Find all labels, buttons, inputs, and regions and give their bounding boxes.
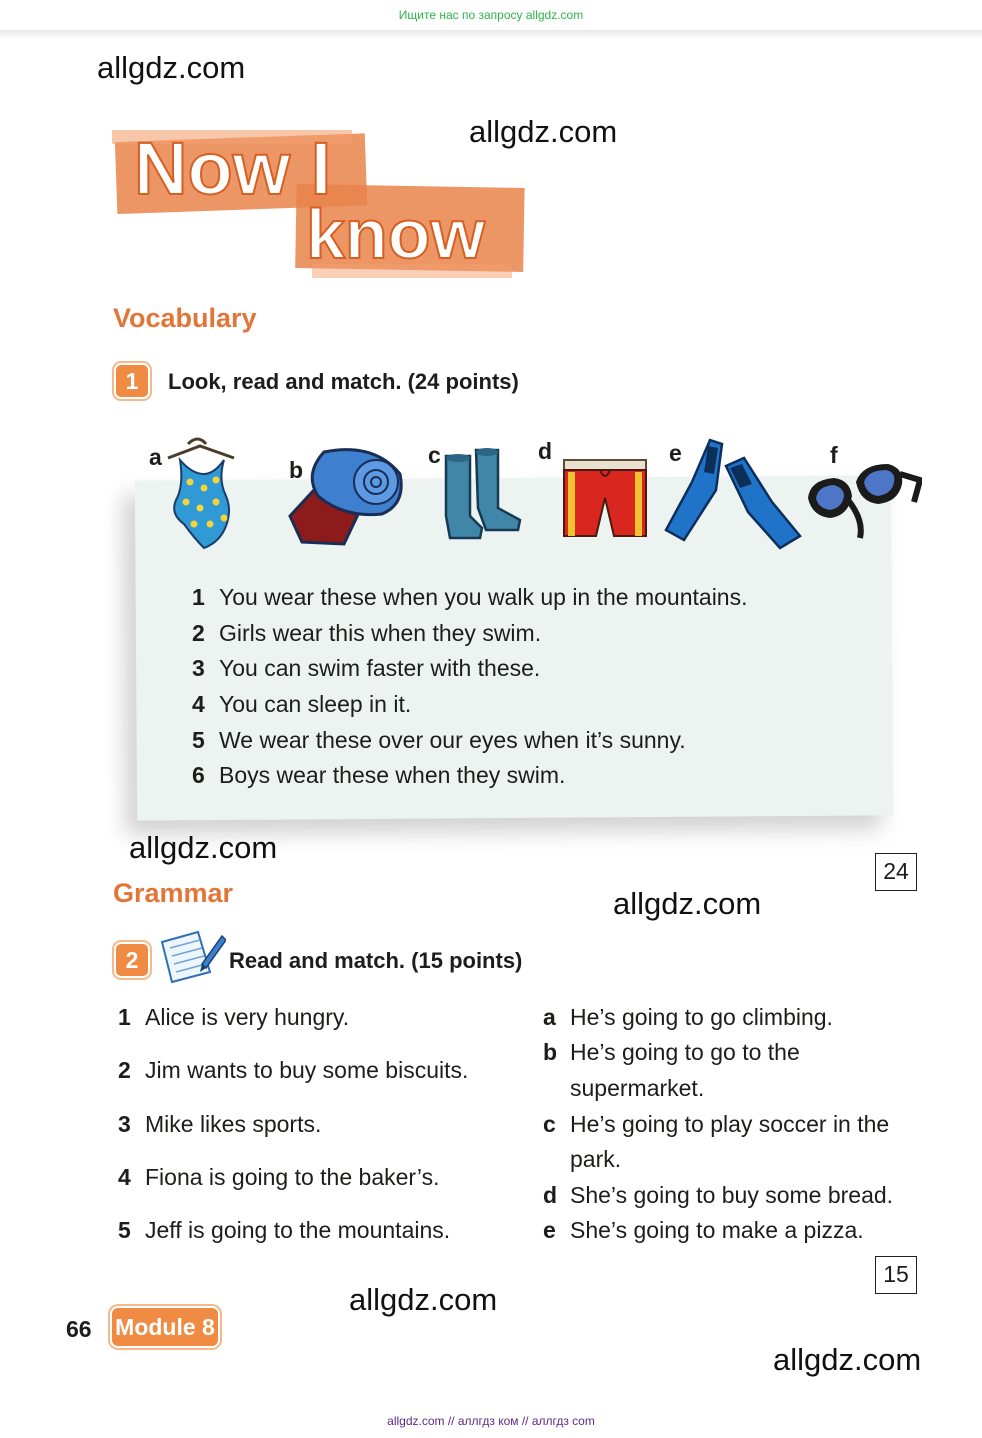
sentence-number: 2 [192, 620, 205, 646]
picture-letter: e [669, 440, 682, 466]
sentence-item [192, 727, 686, 754]
sentence-text: You can swim faster with these. [219, 655, 541, 681]
item-text: He’s going to go to the [570, 1039, 800, 1065]
task-title: Read and match. (15 points) [229, 948, 523, 973]
sentence-item [192, 762, 565, 789]
item-text: Fiona is going to the baker’s. [145, 1164, 440, 1190]
item-text: She’s going to buy some bread. [570, 1182, 894, 1208]
item-text: He’s going to play soccer in the [570, 1111, 890, 1137]
item-letter: b [543, 1039, 558, 1065]
item-number: 3 [118, 1111, 131, 1137]
grammar-right-item [543, 1217, 864, 1244]
item-letter: a [543, 1004, 556, 1030]
sentence-number: 6 [192, 762, 205, 788]
task-number-badge: 1 [114, 363, 150, 399]
sentence-text: You can sleep in it. [219, 691, 412, 717]
item-text: Jeff is going to the mountains. [145, 1217, 451, 1243]
watermark: allgdz.com [129, 830, 278, 865]
grammar-right-item [543, 1182, 893, 1209]
picture-letter: d [538, 438, 553, 464]
logo-line2: know [306, 195, 485, 273]
item-text: Jim wants to buy some biscuits. [145, 1057, 469, 1083]
item-text: She’s going to make a pizza. [570, 1217, 864, 1243]
page-number: 66 [66, 1316, 92, 1342]
sentence-item [192, 691, 411, 718]
watermark: allgdz.com [97, 50, 246, 85]
task-number-badge: 2 [114, 942, 150, 978]
grammar-left-item [118, 1111, 321, 1138]
sentence-number: 3 [192, 655, 205, 681]
now-i-know-logo [112, 112, 532, 292]
grammar-right-item [543, 1111, 889, 1138]
sunglasses-icon [804, 460, 922, 542]
grammar-heading: Grammar [113, 878, 234, 908]
item-text: Alice is very hungry. [145, 1004, 350, 1030]
item-text: Mike likes sports. [145, 1111, 322, 1137]
bottom-banner: allgdz.com // аллгдз ком // аллгдз com [387, 1414, 595, 1428]
sentence-item [192, 620, 541, 647]
sentence-number: 4 [192, 691, 205, 717]
item-number: 1 [118, 1004, 131, 1030]
task-title: Look, read and match. (24 points) [168, 369, 519, 394]
sentence-item [192, 655, 540, 682]
flippers-icon [664, 436, 804, 550]
item-letter: c [543, 1111, 556, 1137]
grammar-left-item [118, 1217, 450, 1244]
swimsuit-icon [158, 436, 242, 550]
item-text-continued: park. [570, 1146, 622, 1172]
watermark: allgdz.com [349, 1282, 498, 1317]
score-box[interactable]: 15 [875, 1256, 917, 1294]
grammar-right-item [543, 1004, 833, 1031]
item-letter: e [543, 1217, 556, 1243]
picture-letter: c [428, 442, 441, 468]
sentence-text: You wear these when you walk up in the mountains. [219, 584, 748, 610]
sentence-number: 5 [192, 727, 205, 753]
grammar-left-item [118, 1004, 349, 1031]
watermark: allgdz.com [773, 1342, 922, 1377]
sentence-text: Boys wear these when they swim. [219, 762, 566, 788]
picture-letter: a [149, 444, 162, 470]
sleeping-bag-icon [284, 444, 406, 548]
watermark: allgdz.com [613, 886, 762, 921]
top-banner: Ищите нас по запросу allgdz.com [398, 8, 584, 22]
item-number: 4 [118, 1164, 131, 1190]
grammar-left-item [118, 1164, 440, 1191]
writing-paper-icon [158, 928, 226, 984]
grammar-right-item [543, 1039, 800, 1066]
item-text-continued: supermarket. [570, 1075, 705, 1101]
logo-line1: Now I [134, 127, 332, 210]
watermark: allgdz.com [469, 114, 618, 149]
boots-icon [440, 446, 524, 542]
sentence-text: We wear these over our eyes when it’s sunny. [219, 727, 686, 753]
swimming-trunks-icon [560, 454, 650, 540]
item-text: He’s going to go climbing. [570, 1004, 833, 1030]
sentence-text: Girls wear this when they swim. [219, 620, 542, 646]
top-divider [0, 30, 982, 40]
item-number: 5 [118, 1217, 131, 1243]
sentence-item [192, 584, 747, 611]
module-badge: Module 8 [110, 1306, 220, 1348]
sentence-number: 1 [192, 584, 205, 610]
score-box[interactable]: 24 [875, 853, 917, 891]
item-number: 2 [118, 1057, 131, 1083]
grammar-left-item [118, 1057, 468, 1084]
item-letter: d [543, 1182, 558, 1208]
vocabulary-heading: Vocabulary [113, 303, 257, 333]
picture-letter: b [289, 457, 304, 483]
picture-letter: f [830, 442, 838, 468]
